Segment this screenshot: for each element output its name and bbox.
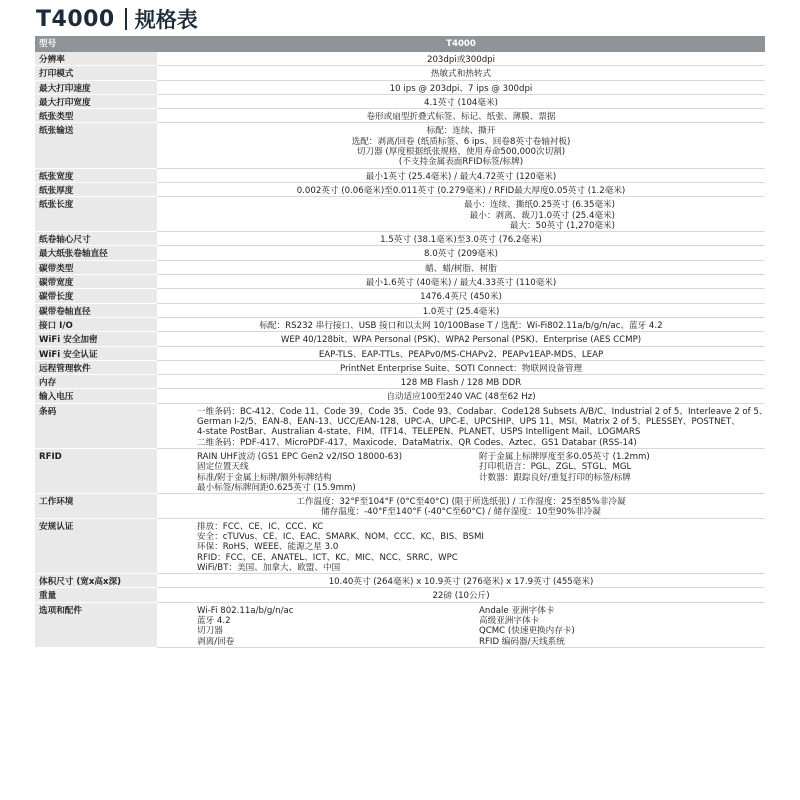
spec-value bbox=[157, 232, 765, 246]
model-name: T4000 bbox=[36, 6, 115, 32]
table-row bbox=[35, 360, 765, 374]
spec-table-body bbox=[35, 52, 768, 647]
spec-label: 打印模式 bbox=[35, 66, 157, 80]
spec-value bbox=[157, 246, 765, 260]
value-column-left bbox=[197, 452, 479, 493]
value-line: 标配：RS232 串行接口、USB 接口和以太网 10/100Base T / 选配：Wi-Fi802.11a/b/g/n/ac、蓝牙 4.2 bbox=[259, 320, 663, 331]
spec-value bbox=[157, 197, 765, 232]
title-divider bbox=[125, 8, 127, 30]
value-line: (不支持金属表面RFID标签/标牌) bbox=[398, 157, 524, 168]
spec-value bbox=[157, 80, 765, 94]
value-line: 128 MB Flash / 128 MB DDR bbox=[400, 378, 522, 389]
spec-label: 条码 bbox=[35, 403, 157, 448]
spec-value bbox=[157, 109, 765, 123]
value-line: 4.1英寸 (104毫米) bbox=[424, 97, 498, 108]
spec-value bbox=[157, 275, 765, 289]
value-line: QCMC (快速更换内存卡) bbox=[479, 626, 575, 637]
value-line: 高级亚洲字体卡 bbox=[479, 616, 540, 627]
spec-value bbox=[157, 375, 765, 389]
table-row bbox=[35, 346, 765, 360]
document-subtitle: 规格表 bbox=[134, 8, 198, 32]
spec-value bbox=[157, 182, 765, 196]
table-row bbox=[35, 275, 765, 289]
value-line: 10 ips @ 203dpi、7 ips @ 300dpi bbox=[389, 83, 533, 94]
value-line: 热敏式和热转式 bbox=[430, 69, 492, 80]
table-row bbox=[35, 123, 765, 168]
table-row bbox=[35, 494, 765, 519]
spec-value bbox=[157, 403, 768, 448]
table-row bbox=[35, 332, 765, 346]
value-line: WiFi/BT：美国、加拿大、欧盟、中国 bbox=[197, 562, 341, 573]
value-line: 标配：连续、撕开 bbox=[426, 126, 496, 137]
spec-value bbox=[157, 448, 765, 493]
value-column-left bbox=[197, 606, 479, 647]
spec-label: WiFi 安全加密 bbox=[35, 332, 157, 346]
table-row bbox=[35, 232, 765, 246]
value-line: 排放：FCC、CE、IC、CCC、KC bbox=[197, 521, 324, 532]
spec-label: 最大纸张卷轴直径 bbox=[35, 246, 157, 260]
spec-label: 输入电压 bbox=[35, 389, 157, 403]
value-line: 8.0英寸 (209毫米) bbox=[424, 249, 498, 260]
spec-label: 分辨率 bbox=[35, 52, 157, 66]
table-row bbox=[35, 182, 765, 196]
value-line: EAP-TLS、EAP-TTLs、PEAPv0/MS-CHAPv2、PEAPv1EAP-MDS、LEAP bbox=[318, 349, 604, 360]
value-line: 最小标签/标牌间距0.625英寸 (15.9mm) bbox=[197, 482, 356, 493]
value-line: WEP 40/128bit、WPA Personal (PSK)、WPA2 Personal (PSK)、Enterprise (AES CCMP) bbox=[280, 335, 642, 346]
table-row bbox=[35, 94, 765, 108]
table-row bbox=[35, 303, 765, 317]
spec-label: WiFi 安全认证 bbox=[35, 346, 157, 360]
spec-label: 碳带宽度 bbox=[35, 275, 157, 289]
table-row bbox=[35, 448, 765, 493]
spec-label: 最大打印速度 bbox=[35, 80, 157, 94]
spec-label: 碳带卷轴直径 bbox=[35, 303, 157, 317]
spec-value bbox=[157, 389, 765, 403]
value-line: 4-state PostBar、Australian 4-state、FIM、ITF14、TELEPEN、PLANET、USPS Intelligent Mail、LOGMARS bbox=[197, 427, 641, 438]
value-line: 工作温度：32°F至104°F (0°C至40°C) (限于所选纸张) / 工作湿度：25至85%非冷凝 bbox=[296, 497, 626, 508]
spec-label: 纸张类型 bbox=[35, 109, 157, 123]
table-row bbox=[35, 109, 765, 123]
value-line: 切刀器 (厚度根据纸张规格，使用寿命500,000次切割) bbox=[356, 147, 566, 158]
value-line: 标准/附于金属上标牌/额外标牌结构 bbox=[197, 472, 332, 483]
table-row bbox=[35, 197, 765, 232]
value-line: 环保：RoHS、WEEE、能源之星 3.0 bbox=[197, 542, 339, 553]
spec-value bbox=[157, 66, 765, 80]
table-row bbox=[35, 168, 765, 182]
spec-label: 纸张长度 bbox=[35, 197, 157, 232]
spec-value bbox=[157, 260, 765, 274]
spec-label: 接口 I/O bbox=[35, 317, 157, 331]
spec-value bbox=[157, 168, 765, 182]
spec-value bbox=[157, 494, 765, 519]
value-line: 剥离/回卷 bbox=[197, 636, 235, 647]
spec-value bbox=[157, 123, 765, 168]
value-line: 附于金属上标牌厚度至多0.05英寸 (1.2mm) bbox=[479, 451, 650, 462]
spec-value bbox=[157, 346, 765, 360]
spec-value bbox=[157, 332, 765, 346]
spec-label: 安规认证 bbox=[35, 518, 157, 573]
value-column-right bbox=[479, 606, 761, 647]
spec-value bbox=[157, 289, 765, 303]
value-line: 储存温度：-40°F至140°F (-40°C至60°C) / 储存湿度：10至90%非冷凝 bbox=[321, 507, 601, 518]
table-row bbox=[35, 389, 765, 403]
value-line: 1.5英寸 (38.1毫米)至3.0英寸 (76.2毫米) bbox=[380, 235, 542, 246]
spec-value bbox=[157, 94, 765, 108]
spec-value bbox=[157, 588, 765, 602]
spec-table-header bbox=[35, 36, 765, 52]
header-model-value: T4000 bbox=[157, 36, 765, 52]
value-line: 蜡、蜡/树脂、树脂 bbox=[425, 263, 497, 274]
value-line: 固定位置天线 bbox=[197, 462, 249, 473]
spec-label: 重量 bbox=[35, 588, 157, 602]
spec-value bbox=[157, 317, 765, 331]
spec-label: 纸张厚度 bbox=[35, 182, 157, 196]
table-row bbox=[35, 602, 765, 647]
table-row bbox=[35, 246, 765, 260]
table-row bbox=[35, 574, 765, 588]
spec-label: 远程管理软件 bbox=[35, 360, 157, 374]
value-line: 0.002英寸 (0.06毫米)至0.011英寸 (0.279毫米) / RFID最大厚度0.05英寸 (1.2毫米) bbox=[296, 185, 626, 196]
header-model-label: 型号 bbox=[35, 36, 157, 52]
value-line: RFID 编码器/天线系统 bbox=[479, 636, 565, 647]
value-line: 选配：剥离/回卷 (纸质标签、6 ips、回卷8英寸卷轴衬板) bbox=[351, 136, 571, 147]
value-line: Andale 亚洲字体卡 bbox=[479, 605, 555, 616]
spec-label: 纸张输送 bbox=[35, 123, 157, 168]
table-row bbox=[35, 375, 765, 389]
value-line: 最大：50英寸 (1,270毫米) bbox=[509, 220, 615, 231]
spec-value bbox=[157, 360, 765, 374]
value-line: 1.0英寸 (25.4毫米) bbox=[422, 306, 500, 317]
value-line: 蓝牙 4.2 bbox=[197, 616, 231, 627]
spec-label: 纸卷轴心尺寸 bbox=[35, 232, 157, 246]
value-line: 22磅 (10公斤) bbox=[432, 591, 490, 602]
value-line: RAIN UHF波动 (GS1 EPC Gen2 v2/ISO 18000-63) bbox=[197, 451, 403, 462]
page-title bbox=[36, 4, 198, 34]
value-line: Wi-Fi 802.11a/b/g/n/ac bbox=[197, 605, 294, 616]
value-line: 计数器：跟踪良好/重复打印的标签/标牌 bbox=[479, 472, 631, 483]
table-row bbox=[35, 518, 765, 573]
spec-value bbox=[157, 518, 765, 573]
value-line: RFID：FCC、CE、ANATEL、ICT、KC、MIC、NCC、SRRC、WPC bbox=[197, 552, 458, 563]
value-line: 一维条码：BC-412、Code 11、Code 39、Code 35、Code 93、Codabar、Code128 Subsets A/B/C、Industrial 2 of 5、Interleave 2 of 5、 bbox=[197, 406, 768, 417]
value-line: 卷形或扇型折叠式标签、标记、纸张、薄膜、票据 bbox=[366, 112, 556, 123]
spec-label: 内存 bbox=[35, 375, 157, 389]
value-line: 203dpi或300dpi bbox=[427, 55, 495, 65]
spec-table bbox=[35, 36, 768, 648]
value-line: PrintNet Enterprise Suite、SOTI Connect：物联网设备管理 bbox=[339, 363, 583, 374]
table-row bbox=[35, 317, 765, 331]
spec-label: 选项和配件 bbox=[35, 602, 157, 647]
value-line: 自动适应100至240 VAC (48至62 Hz) bbox=[386, 392, 536, 403]
table-row bbox=[35, 260, 765, 274]
value-line: 最小：连续、撕纸0.25英寸 (6.35毫米) bbox=[464, 200, 615, 211]
spec-label: RFID bbox=[35, 448, 157, 493]
spec-label: 碳带类型 bbox=[35, 260, 157, 274]
table-row bbox=[35, 52, 765, 66]
spec-label: 工作环境 bbox=[35, 494, 157, 519]
value-line: 1476.4英尺 (450米) bbox=[420, 292, 502, 303]
table-row bbox=[35, 403, 765, 448]
table-row bbox=[35, 289, 765, 303]
table-row bbox=[35, 80, 765, 94]
value-line: 最小1英寸 (25.4毫米) / 最大4.72英寸 (120毫米) bbox=[365, 171, 557, 182]
two-column-value bbox=[197, 606, 761, 647]
spec-value bbox=[157, 303, 765, 317]
value-line: 二维条码：PDF-417、MicroPDF-417、Maxicode、DataMatrix、QR Codes、Aztec、GS1 Databar (RSS-14) bbox=[197, 437, 637, 448]
spec-value bbox=[157, 52, 765, 66]
table-row bbox=[35, 588, 765, 602]
spec-label: 纸张宽度 bbox=[35, 168, 157, 182]
spec-label: 最大打印宽度 bbox=[35, 94, 157, 108]
spec-value bbox=[157, 574, 765, 588]
spec-label: 碳带长度 bbox=[35, 289, 157, 303]
spec-value bbox=[157, 602, 765, 647]
value-column-right bbox=[479, 452, 761, 493]
value-line: 切刀器 bbox=[197, 626, 223, 637]
value-line: 最小1.6英寸 (40毫米) / 最大4.33英寸 (110毫米) bbox=[365, 278, 557, 289]
value-line: 打印机语言：PGL、ZGL、STGL、MGL bbox=[479, 462, 632, 473]
two-column-value bbox=[197, 452, 761, 493]
value-line: 安全：cTUVus、CE、IC、EAC、SMARK、NOM、CCC、KC、BIS、BSMI bbox=[197, 531, 484, 542]
value-line: 10.40英寸 (264毫米) x 10.9英寸 (276毫米) x 17.9英寸 (455毫米) bbox=[328, 577, 594, 588]
value-line: German I-2/5、EAN-8、EAN-13、UCC/EAN-128、UPC-A、UPC-E、UPCSHIP、UPS 11、MSI、Matrix 2 of 5、PLESSEY、POSTNET、 bbox=[197, 417, 740, 428]
table-row bbox=[35, 66, 765, 80]
spec-label: 体积尺寸 (宽x高x深) bbox=[35, 574, 157, 588]
value-line: 最小：剥离、裁刀1.0英寸 (25.4毫米) bbox=[469, 210, 615, 221]
